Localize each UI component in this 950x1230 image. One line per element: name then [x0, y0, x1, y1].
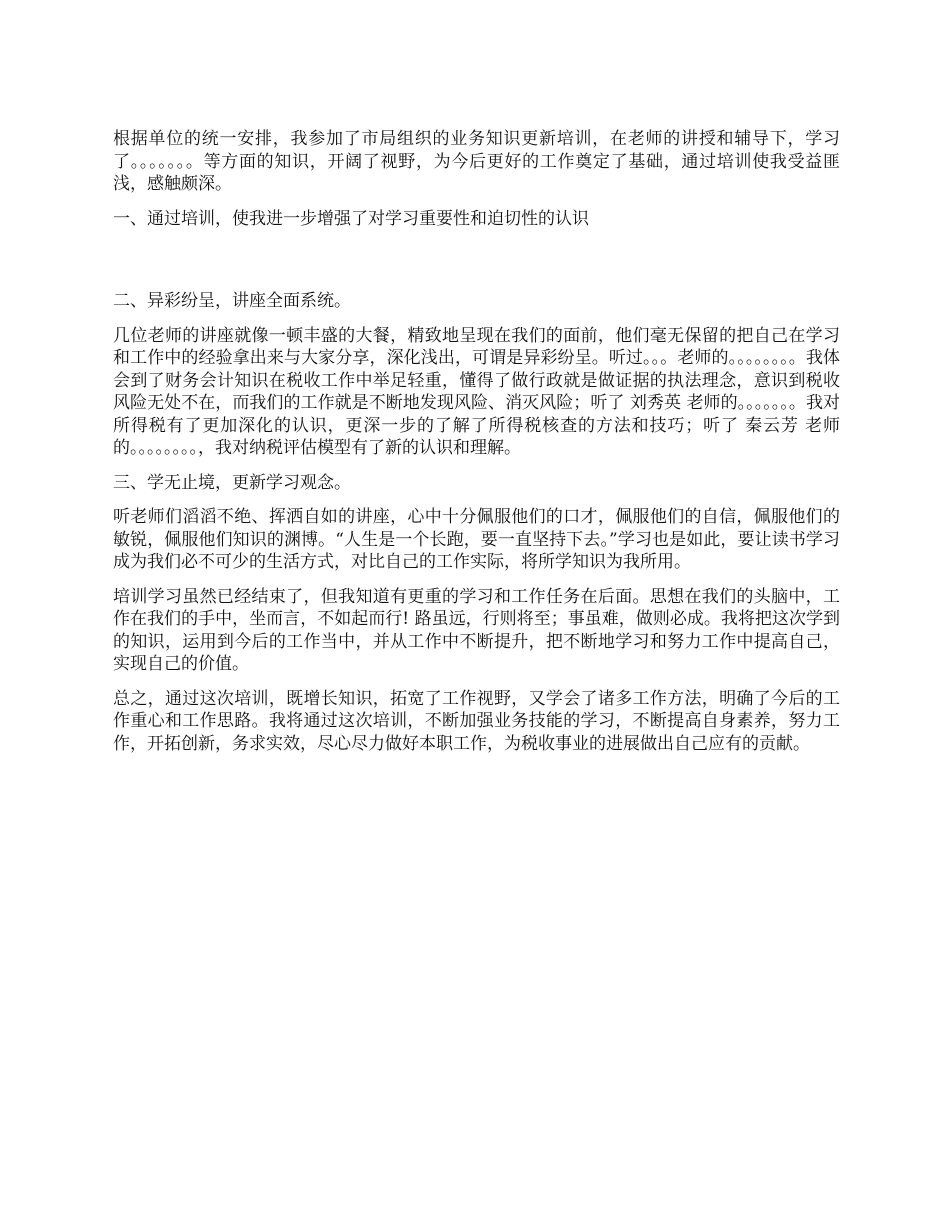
lectures-paragraph: 几位老师的讲座就像一顿丰盛的大餐，精致地呈现在我们的面前，他们毫无保留的把自己在学习和工作中的经验拿出来与大家分享，深化浅出，可谓是异彩纷呈。听过。。。老师的。。。。。。。。我体会到了财务会计知识在税收工作中举足轻重，懂得了做行政就是做证据的执法理念，意识到税收风险无处不在，而我们的工作就是不断地发现风险、消灭风险；听了 刘秀英 老师的。。。。。。。我对所得税有了更加深化的认识，更深一步的了解了所得税核查的方法和技巧；听了 秦云芳 老师的。。。。。。。。，我对纳税评估模型有了新的认识和理解。 — [113, 325, 840, 458]
section-heading-3: 三、学无止境，更新学习观念。 — [113, 472, 351, 493]
section-heading-1: 一、通过培训，使我进一步增强了对学习重要性和迫切性的认识 — [113, 208, 589, 229]
intro-paragraph: 根据单位的统一安排，我参加了市局组织的业务知识更新培训，在老师的讲授和辅导下，学习了。。。。。。。等方面的知识，开阔了视野，为今后更好的工作奠定了基础，通过培训使我受益匪浅，感触颇深。 — [113, 129, 840, 194]
section-heading-2: 二、异彩纷呈，讲座全面系统。 — [113, 291, 351, 311]
section-spacer — [113, 242, 840, 290]
learning-paragraph: 听老师们滔滔不绝、挥洒自如的讲座，心中十分佩服他们的口才，佩服他们的自信，佩服他们的敏锐，佩服他们知识的渊博。“人生是一个长跑，要一直坚持下去。”学习也是如此，要让读书学习成为我们必不可少的生活方式，对比自己的工作实际，将所学知识为我所用。 — [113, 507, 840, 572]
training-paragraph: 培训学习虽然已经结束了，但我知道有更重的学习和工作任务在后面。思想在我们的头脑中，工作在我们的手中，坐而言，不如起而行! 路虽远，行则将至；事虽难，做则必成。我将把这次学到的知识，运用到今后的工作当中，并从工作中不断提升，把不断地学习和努力工作中提高自己，实现自己的价值。 — [113, 586, 840, 674]
conclusion-paragraph: 总之，通过这次培训，既增长知识，拓宽了工作视野，又学会了诸多工作方法，明确了今后的工作重心和工作思路。我将通过这次培训，不断加强业务技能的学习，不断提高自身素养，努力工作，开拓创新，务求实效，尽心尽力做好本职工作，为税收事业的进展做出自己应有的贡献。 — [113, 688, 840, 754]
document-page — [113, 128, 840, 767]
